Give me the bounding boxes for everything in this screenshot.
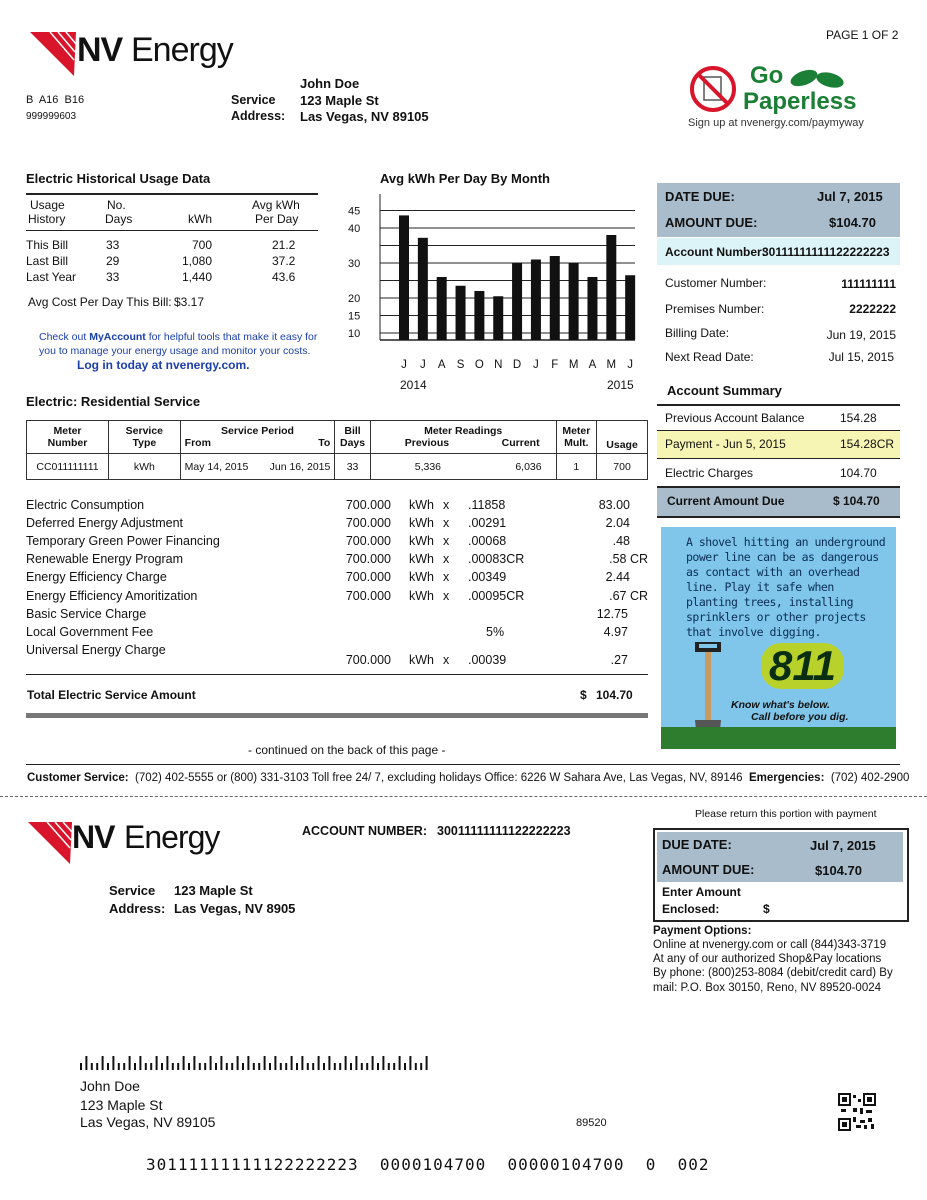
- call-811-ad[interactable]: [661, 527, 896, 749]
- x-tick-label: A: [588, 359, 597, 371]
- barcode-bar: [372, 1056, 374, 1070]
- service-label: Service: [231, 93, 276, 107]
- cs-text: (702) 402-5555 or (800) 331-3103 Toll free 24/ 7, excluding holidays Office: 6226 W Sahara Ave, Las Vegas, NV, 89146: [135, 772, 743, 784]
- em-label: Emergencies:: [748, 772, 825, 784]
- next-read-value: Jul 15, 2015: [828, 350, 894, 364]
- y-tick-label: 15: [348, 310, 361, 323]
- stub-due-value: Jul 7, 2015: [810, 838, 876, 853]
- logo-nv: NV: [72, 819, 115, 855]
- barcode-bar: [345, 1056, 347, 1070]
- barcode-bar: [145, 1063, 147, 1070]
- due-date-label: DATE DUE:: [665, 189, 735, 204]
- barcode-bar: [91, 1063, 93, 1070]
- barcode-bar: [177, 1063, 179, 1070]
- barcode-bar: [193, 1056, 195, 1070]
- paperless-text: Paperless: [743, 88, 857, 115]
- history-row-this-avg: 21.2: [272, 238, 296, 252]
- barcode-bar: [296, 1063, 298, 1070]
- enclosed-label: Enclosed:: [662, 902, 720, 916]
- x-tick-label: S: [456, 359, 465, 371]
- promo-line-2: you to manage your energy usage and monitor your costs.: [39, 345, 311, 357]
- em-text: (702) 402-2900: [830, 772, 910, 784]
- customer-number-value: 111111111: [841, 277, 896, 291]
- electric-charges-label: Electric Charges: [665, 466, 754, 480]
- year-label: 2014: [400, 378, 427, 392]
- barcode-bar: [393, 1063, 395, 1070]
- history-header-history: History: [28, 212, 66, 226]
- th-days: Bill Days: [335, 421, 370, 454]
- stub-due-box: [653, 828, 909, 922]
- x-tick-label: A: [437, 359, 446, 371]
- barcode-bar: [210, 1056, 212, 1070]
- history-row-this-kwh: 700: [191, 238, 212, 252]
- barcode-bar: [426, 1056, 428, 1070]
- current-due-label: Current Amount Due: [667, 494, 785, 508]
- service-city: Las Vegas, NV 89105: [300, 109, 429, 124]
- barcode-bar: [307, 1063, 309, 1070]
- avg-cost-value: $3.17: [174, 295, 205, 309]
- y-tick-label: 30: [348, 258, 361, 270]
- call-before-you-dig: Call before you dig.: [751, 711, 849, 723]
- chart-title: Avg kWh Per Day By Month: [380, 171, 550, 186]
- paperless-signup: Sign up at nvenergy.com/paymyway: [688, 117, 864, 129]
- summary-rule-1: [657, 404, 900, 406]
- barcode-bar: [172, 1063, 174, 1070]
- history-row-year-kwh: 1,440: [181, 270, 212, 284]
- barcode-bar: [204, 1063, 206, 1070]
- payment-option: At any of our authorized Shop&Pay locations: [653, 953, 882, 965]
- stub-street: 123 Maple St: [174, 883, 253, 898]
- barcode-bar: [323, 1063, 325, 1070]
- stub-service-label: Service: [109, 883, 156, 898]
- barcode-bar: [404, 1063, 406, 1070]
- customer-service-line: [27, 772, 909, 784]
- th-readings: Meter Readings Previous Current: [370, 421, 556, 454]
- payment-option: mail: P.O. Box 30150, Reno, NV 89520-0024: [653, 982, 882, 994]
- promo-text-c: for helpful tools that make it easy for: [145, 331, 318, 343]
- history-row-this-label: This Bill: [26, 238, 69, 252]
- barcode-bar: [156, 1056, 158, 1070]
- stub-amount-value: $104.70: [815, 863, 862, 878]
- barcode-bar: [415, 1063, 417, 1070]
- route-code: B A16 B16: [26, 94, 85, 106]
- account-number-label: Account Number:: [665, 245, 766, 259]
- bar: [550, 256, 560, 340]
- barcode-bar: [161, 1063, 163, 1070]
- cell-period: [180, 454, 335, 480]
- barcode-bar: [96, 1063, 98, 1070]
- barcode-bar: [112, 1056, 114, 1070]
- payment-row: [657, 431, 900, 458]
- billing-date-label: Billing Date:: [665, 326, 730, 340]
- grass-strip: [661, 727, 896, 749]
- history-top-rule: [26, 193, 318, 195]
- cell-to: Jun 16, 2015: [269, 460, 331, 473]
- bar: [493, 296, 503, 340]
- cell-mult: 1: [556, 454, 596, 480]
- barcode-bar: [215, 1063, 217, 1070]
- history-row-year-days: 33: [106, 270, 120, 284]
- total-top-rule: [26, 674, 648, 675]
- barcode-bar: [226, 1063, 228, 1070]
- barcode-bar: [285, 1063, 287, 1070]
- cell-current: 6,036: [515, 460, 542, 473]
- stub-account-value: 30011111111122222223: [437, 824, 571, 838]
- barcode-bar: [129, 1056, 131, 1070]
- cs-label: Customer Service:: [27, 772, 129, 784]
- barcode-bar: [377, 1063, 379, 1070]
- stub-due-label: DUE DATE:: [662, 837, 732, 852]
- barcode-bar: [355, 1056, 357, 1070]
- history-header-avg: Avg kWh: [252, 198, 300, 212]
- barcode-bar: [183, 1056, 185, 1070]
- electric-charges-value: 104.70: [840, 466, 877, 480]
- go-text: Go: [750, 62, 784, 89]
- barcode-bar: [269, 1063, 271, 1070]
- cell-meter: CC011111111: [27, 454, 109, 480]
- bar: [569, 263, 579, 340]
- y-tick-label: 20: [348, 293, 361, 305]
- barcode-bar: [361, 1063, 363, 1070]
- premises-number-label: Premises Number:: [665, 302, 765, 316]
- barcode-bar: [80, 1063, 82, 1070]
- history-row-year-avg: 43.6: [272, 270, 296, 284]
- go-paperless-banner[interactable]: [688, 62, 878, 132]
- enter-amount-field[interactable]: $: [763, 902, 770, 916]
- nv-energy-logo: [30, 30, 260, 80]
- barcode-bar: [334, 1063, 336, 1070]
- barcode-bar: [102, 1056, 104, 1070]
- x-tick-label: J: [627, 359, 634, 371]
- meter-table: [26, 420, 648, 480]
- barcode-bar: [312, 1063, 314, 1070]
- customer-name: John Doe: [300, 76, 360, 91]
- barcode-bar: [399, 1056, 401, 1070]
- barcode-bar: [237, 1056, 239, 1070]
- payment-option: Online at nvenergy.com or call (844)343-3719: [653, 939, 887, 951]
- history-header-rule: [26, 230, 318, 231]
- history-header-usage: Usage: [30, 198, 65, 212]
- bar: [512, 263, 522, 340]
- barcode-bar: [150, 1063, 152, 1070]
- prev-balance-label: Previous Account Balance: [665, 411, 805, 425]
- history-row-last-avg: 37.2: [272, 254, 296, 268]
- total-label: Total Electric Service Amount: [27, 688, 196, 702]
- stub-city: Las Vegas, NV 8905: [174, 901, 296, 916]
- number-811: 811: [761, 643, 844, 689]
- prev-balance-value: 154.28: [840, 411, 877, 425]
- mail-street: 123 Maple St: [80, 1097, 163, 1113]
- zip-code: 89520: [576, 1117, 607, 1129]
- mail-city: Las Vegas, NV 89105: [80, 1114, 216, 1130]
- due-date-value: Jul 7, 2015: [817, 189, 883, 204]
- amount-due-label: AMOUNT DUE:: [665, 215, 758, 230]
- bar: [474, 291, 484, 340]
- barcode-bar: [264, 1056, 266, 1070]
- barcode-bar: [134, 1063, 136, 1070]
- barcode-bar: [242, 1063, 244, 1070]
- barcode-bar: [388, 1063, 390, 1070]
- x-tick-label: M: [606, 359, 617, 371]
- barcode-bar: [188, 1063, 190, 1070]
- barcode-bar: [107, 1063, 109, 1070]
- summary-rule-3: [657, 458, 900, 459]
- service-street: 123 Maple St: [300, 93, 379, 108]
- th-mult: Meter Mult.: [556, 421, 596, 454]
- barcode-bar: [339, 1063, 341, 1070]
- logo-energy: Energy: [124, 819, 220, 855]
- logo-nv: NV: [77, 31, 123, 69]
- stub-address-label: Address:: [109, 901, 166, 916]
- barcode-bar: [258, 1063, 260, 1070]
- safety-text: A shovel hitting an underground power line can be as dangerous as contact with an overhead line. Play it safe when planting trees, installing sprinklers or other projects that involve digging.: [686, 535, 886, 639]
- barcode-bar: [139, 1056, 141, 1070]
- x-tick-label: J: [419, 359, 426, 371]
- account-number-bar: [657, 238, 900, 265]
- barcode-bar: [420, 1063, 422, 1070]
- x-tick-label: J: [401, 359, 407, 371]
- bar: [606, 235, 616, 340]
- history-row-year-label: Last Year: [26, 270, 77, 284]
- logo-energy: Energy: [131, 31, 233, 69]
- barcode-bar: [382, 1056, 384, 1070]
- promo-text-a: Check out: [39, 331, 90, 343]
- barcode-bar: [301, 1056, 303, 1070]
- barcode-bar: [85, 1056, 87, 1070]
- th-usage: Usage: [597, 421, 648, 454]
- avg-cost-label: Avg Cost Per Day This Bill:: [28, 295, 172, 309]
- cell-type: kWh: [109, 454, 181, 480]
- barcode-bar: [318, 1056, 320, 1070]
- amount-due-value: $104.70: [829, 215, 876, 230]
- bar: [418, 238, 428, 340]
- logo-mark-icon: [28, 820, 74, 866]
- history-row-last-label: Last Bill: [26, 254, 69, 268]
- return-note: Please return this portion with payment: [695, 808, 877, 820]
- tear-line: [0, 796, 927, 797]
- stub-account-label: ACCOUNT NUMBER:: [302, 824, 427, 838]
- x-tick-label: J: [533, 359, 539, 371]
- y-tick-label: 40: [348, 223, 361, 235]
- footer-rule: [26, 764, 900, 765]
- barcode-bar: [231, 1063, 233, 1070]
- cell-usage: 700: [597, 454, 648, 480]
- barcode-bar: [280, 1063, 282, 1070]
- th-meter: Meter Number: [27, 421, 109, 454]
- payment-value: 154.28CR: [840, 437, 895, 451]
- barcode-bar: [291, 1056, 293, 1070]
- barcode-bar: [199, 1063, 201, 1070]
- history-header-kwh: kWh: [188, 212, 212, 226]
- payment-options-title: Payment Options:: [653, 925, 752, 937]
- qr-code-icon: [838, 1093, 876, 1131]
- id-code: 999999603: [26, 111, 77, 122]
- barcode-bar: [220, 1056, 222, 1070]
- ocr-scanline: 30111111111122222223 0000104700 00000104700 0 002: [146, 1155, 710, 1174]
- next-read-label: Next Read Date:: [665, 350, 754, 364]
- cell-previous: 5,336: [414, 460, 442, 473]
- barcode-bar: [253, 1063, 255, 1070]
- know-whats-below: Know what's below.: [731, 699, 830, 711]
- barcode-bar: [409, 1056, 411, 1070]
- cell-readings: [370, 454, 556, 480]
- no-paper-icon: [688, 64, 738, 114]
- bar: [456, 286, 466, 340]
- mail-name: John Doe: [80, 1078, 140, 1094]
- current-due-row: [657, 486, 900, 518]
- history-header-days: Days: [105, 212, 133, 226]
- barcode-bar: [328, 1056, 330, 1070]
- page-label: PAGE 1 OF 2: [826, 28, 899, 42]
- due-box: [657, 183, 900, 237]
- y-tick-label: 10: [348, 328, 361, 340]
- barcode-bar: [350, 1063, 352, 1070]
- history-header-perday: Per Day: [255, 212, 299, 226]
- x-tick-label: F: [551, 359, 559, 371]
- x-tick-label: N: [494, 359, 503, 371]
- continued-note: - continued on the back of this page -: [248, 743, 446, 757]
- history-row-this-days: 33: [106, 238, 120, 252]
- history-title: Electric Historical Usage Data: [26, 171, 211, 186]
- total-bottom-bar: [26, 713, 648, 718]
- x-tick-label: M: [568, 359, 579, 371]
- barcode-bar: [118, 1063, 120, 1070]
- postal-barcode: [80, 1056, 440, 1070]
- service-title: Electric: Residential Service: [26, 394, 201, 409]
- total-dollar: $: [580, 688, 587, 702]
- x-tick-label: D: [512, 359, 522, 371]
- cell-days: 33: [335, 454, 370, 480]
- history-row-last-days: 29: [106, 254, 120, 268]
- customer-number-label: Customer Number:: [665, 276, 767, 290]
- barcode-bar: [166, 1056, 168, 1070]
- history-row-last-kwh: 1,080: [181, 254, 212, 268]
- logo-mark-icon: [30, 30, 78, 76]
- myaccount-link[interactable]: MyAccount: [89, 331, 146, 343]
- barcode-bar: [123, 1063, 125, 1070]
- usage-bar-chart: [340, 190, 640, 420]
- current-due-value: $ 104.70: [833, 494, 880, 508]
- summary-title: Account Summary: [667, 383, 782, 398]
- stub-amount-label: AMOUNT DUE:: [662, 862, 755, 877]
- bar: [531, 260, 541, 341]
- payment-option: By phone: (800)253-8084 (debit/credit card) By: [653, 967, 893, 979]
- stub-logo: [28, 818, 238, 868]
- address-label: Address:: [231, 109, 286, 123]
- bar: [399, 215, 409, 340]
- premises-number-value: 2222222: [849, 302, 896, 316]
- account-number-value: 30111111111122222223: [762, 245, 890, 259]
- barcode-bar: [366, 1063, 368, 1070]
- x-tick-label: O: [474, 359, 484, 371]
- enter-amount-label: Enter Amount: [662, 885, 741, 899]
- th-period: Service Period From To: [180, 421, 335, 454]
- billing-date-value: Jun 19, 2015: [826, 328, 896, 342]
- barcode-bar: [274, 1056, 276, 1070]
- y-tick-label: 45: [348, 205, 361, 218]
- login-link[interactable]: Log in today at nvenergy.com.: [77, 358, 250, 372]
- bar: [437, 277, 447, 340]
- total-value: 104.70: [596, 688, 633, 702]
- bar: [625, 275, 635, 340]
- cell-from: May 14, 2015: [184, 460, 249, 473]
- promo-line-1: [39, 331, 317, 343]
- th-service: Service Type: [109, 421, 181, 454]
- barcode-bar: [247, 1056, 249, 1070]
- history-header-no: No.: [107, 198, 126, 212]
- bar: [587, 277, 597, 340]
- year-label: 2015: [607, 378, 634, 392]
- payment-label: Payment - Jun 5, 2015: [665, 437, 786, 451]
